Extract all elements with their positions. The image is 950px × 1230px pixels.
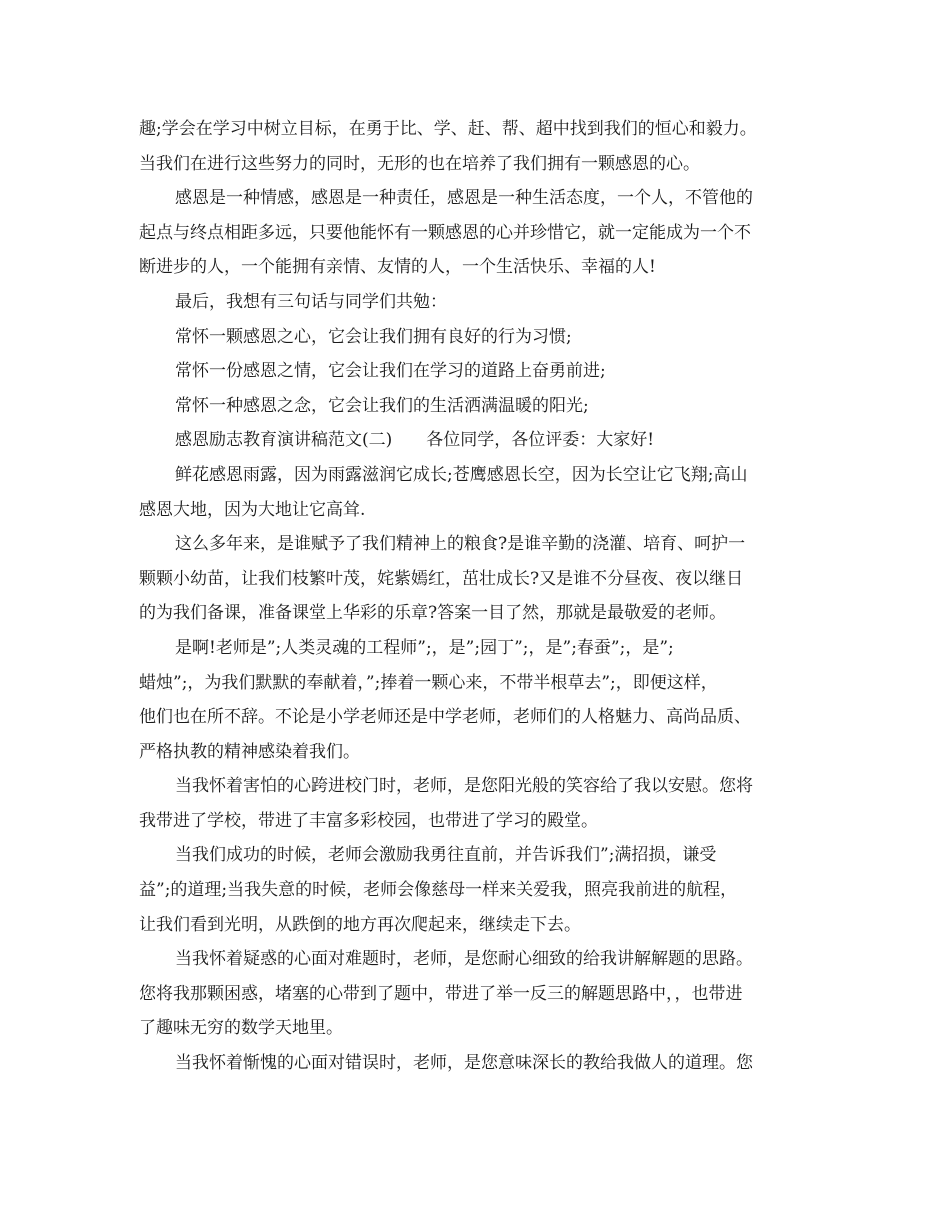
text-line: 了趣味无穷的数学天地里。 — [139, 1018, 343, 1039]
document-body — [139, 112, 829, 1081]
text-line: 是啊!老师是”;人类灵魂的工程师”;，是”;园丁”;，是”;春蚕”;，是”; — [175, 637, 674, 658]
text-line: 感恩是一种情感，感恩是一种责任，感恩是一种生活态度，一个人，不管他的 — [175, 188, 753, 209]
text-line: 当我怀着疑惑的心面对难题时，老师，是您耐心细致的给我讲解解题的思路。 — [175, 949, 753, 970]
text-line: 鲜花感恩雨露，因为雨露滋润它成长;苍鹰感恩长空，因为长空让它飞翔;高山 — [175, 464, 748, 485]
text-line: 感恩励志教育演讲稿范文(二) 各位同学，各位评委：大家好! — [175, 430, 655, 451]
text-line: 当我怀着害怕的心跨进校门时，老师，是您阳光般的笑容给了我以安慰。您将 — [175, 776, 753, 797]
text-line: 感恩大地，因为大地让它高耸. — [139, 499, 366, 520]
text-line: 常怀一份感恩之情，它会让我们在学习的道路上奋勇前进; — [175, 361, 606, 382]
text-line: 最后，我想有三句话与同学们共勉： — [175, 291, 447, 312]
text-line: 他们也在所不辞。不论是小学老师还是中学老师，老师们的人格魅力、高尚品质、 — [139, 707, 751, 728]
text-line: 起点与终点相距多远，只要他能怀有一颗感恩的心并珍惜它，就一定能成为一个不 — [139, 222, 751, 243]
text-line: 当我们成功的时候，老师会激励我勇往直前，并告诉我们”;满招损，谦受 — [175, 845, 717, 866]
text-line: 常怀一种感恩之念，它会让我们的生活洒满温暖的阳光; — [175, 395, 589, 416]
text-line: 的为我们备课，准备课堂上华彩的乐章?答案一目了然，那就是最敬爱的老师。 — [139, 603, 727, 624]
text-line: 蜡烛”;，为我们默默的奉献着，”;捧着一颗心来，不带半根草去”;，即便这样， — [139, 672, 718, 693]
text-line: 当我怀着惭愧的心面对错误时，老师，是您意味深长的教给我做人的道理。您 — [175, 1053, 753, 1074]
text-line: 您将我那颗困惑，堵塞的心带到了题中，带进了举一反三的解题思路中，，也带进 — [139, 983, 743, 1004]
text-line: 断进步的人，一个能拥有亲情、友情的人，一个生活快乐、幸福的人! — [139, 257, 656, 278]
text-line: 趣;学会在学习中树立目标，在勇于比、学、赶、帮、超中找到我们的恒心和毅力。 — [139, 119, 757, 139]
text-line: 颗颗小幼苗，让我们枝繁叶茂，姹紫嫣红，茁壮成长?又是谁不分昼夜、夜以继日 — [139, 568, 744, 589]
text-line: 益”;的道理;当我失意的时候，老师会像慈母一样来关爱我，照亮我前进的航程， — [139, 880, 738, 901]
text-line: 我带进了学校，带进了丰富多彩校园，也带进了学习的殿堂。 — [139, 810, 598, 831]
text-line: 当我们在进行这些努力的同时，无形的也在培养了我们拥有一颗感恩的心。 — [139, 153, 700, 174]
text-line: 这么多年来，是谁赋予了我们精神上的粮食?是谁辛勤的浇灌、培育、呵护一 — [175, 534, 746, 555]
text-line: 常怀一颗感恩之心，它会让我们拥有良好的行为习惯; — [175, 326, 572, 347]
text-line: 让我们看到光明，从跌倒的地方再次爬起来，继续走下去。 — [139, 914, 581, 935]
text-line: 严格执教的精神感染着我们。 — [139, 741, 360, 762]
